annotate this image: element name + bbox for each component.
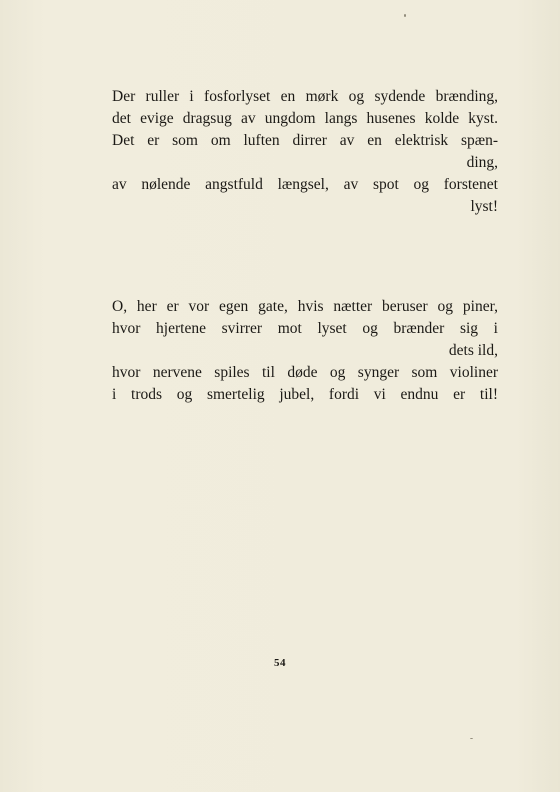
poem-line-continuation: dets ild, bbox=[448, 342, 498, 359]
page-number: 54 bbox=[274, 657, 286, 669]
paper-speck bbox=[470, 738, 473, 739]
poem-stanza-2 bbox=[112, 296, 498, 406]
poem-line-continuation: ding, bbox=[466, 154, 498, 171]
paper-speck bbox=[404, 14, 406, 17]
poem-stanza-1 bbox=[112, 86, 498, 218]
poem-line: Det er som om luften dirrer av en elektrisk spæn- bbox=[112, 132, 498, 149]
poem-line: Der ruller i fosforlyset en mørk og sydende brænding, bbox=[112, 88, 498, 105]
poem-line: det evige dragsug av ungdom langs husenes kolde kyst. bbox=[112, 110, 498, 127]
poem-line-continuation: lyst! bbox=[470, 198, 498, 215]
poem-line: av nølende angstfuld længsel, av spot og forstenet bbox=[112, 176, 498, 193]
poem-line: i trods og smertelig jubel, fordi vi endnu er til! bbox=[112, 386, 498, 403]
poem-line: hvor nervene spiles til døde og synger som violiner bbox=[112, 364, 498, 381]
poem-line: hvor hjertene svirrer mot lyset og brænder sig i bbox=[112, 320, 498, 337]
poem-line: O, her er vor egen gate, hvis nætter beruser og piner, bbox=[112, 298, 498, 315]
